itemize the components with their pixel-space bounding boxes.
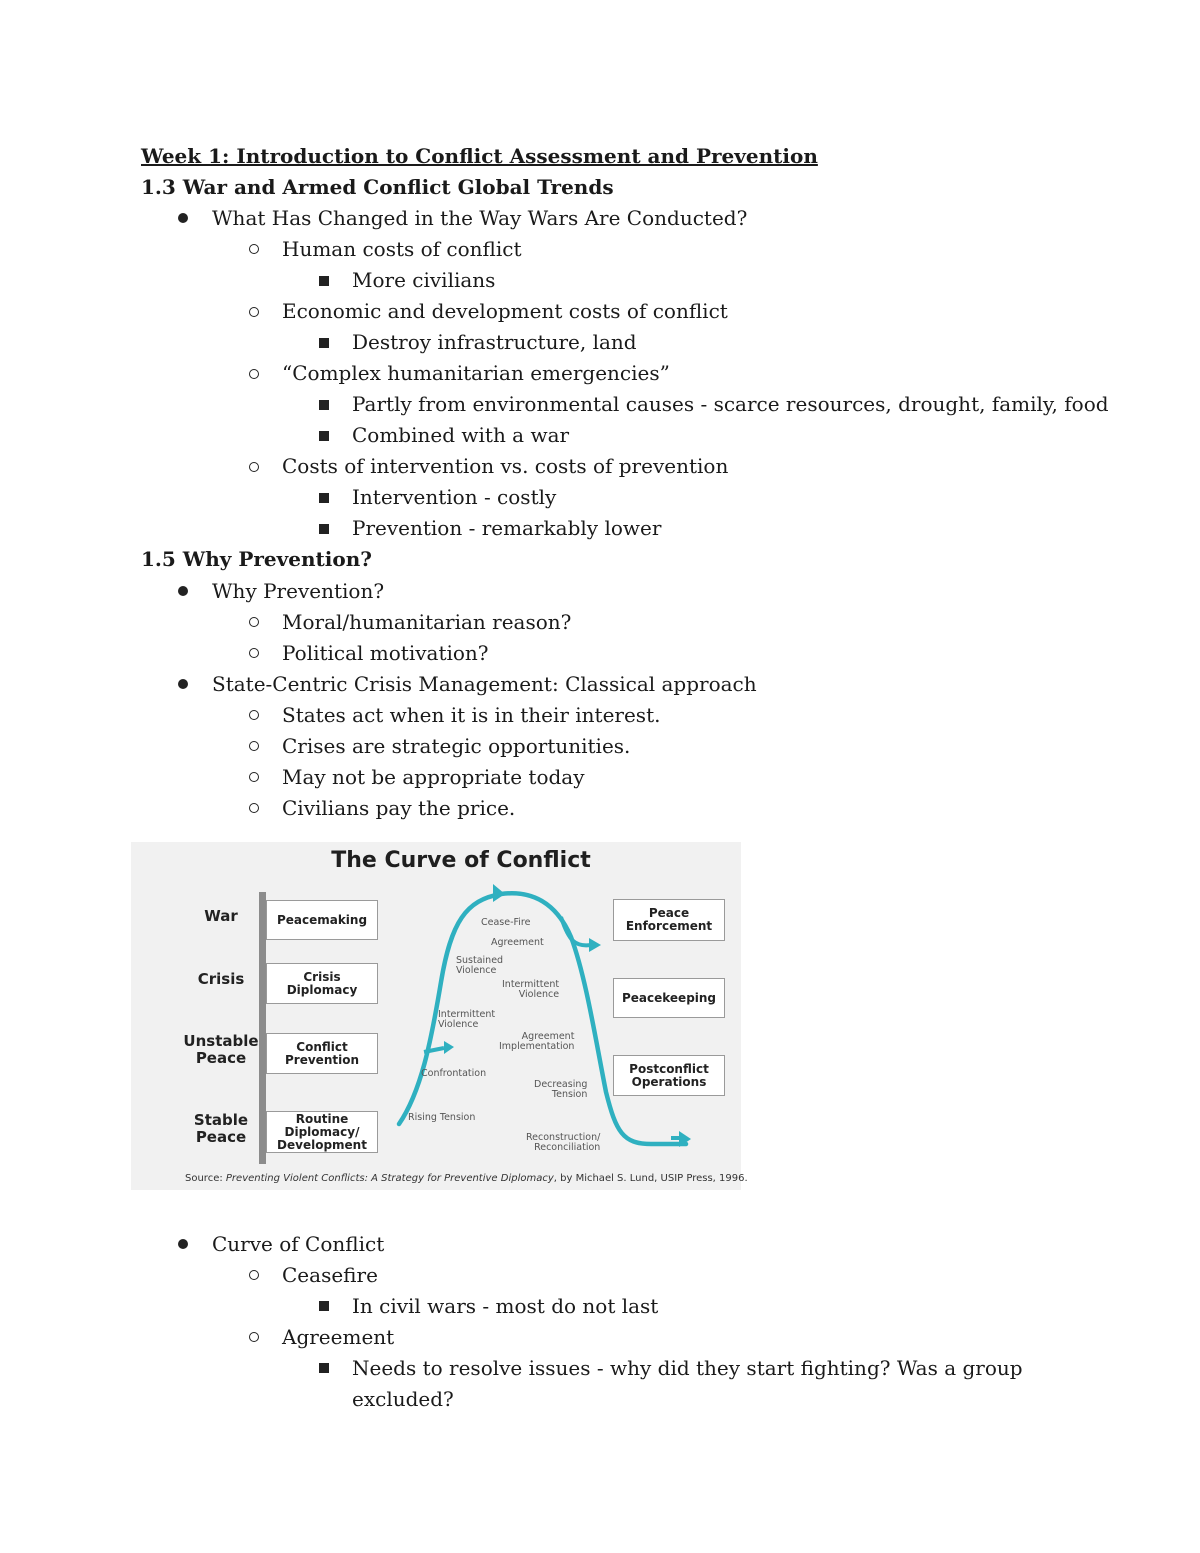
label-intermittent-violence-right: Intermittent Violence [502,979,560,1000]
agreement-branch [561,917,591,945]
figure-title: The Curve of Conflict [331,848,591,873]
apex-arrowhead [493,884,505,902]
stage-war: War [204,907,238,925]
circle-bullet-icon [249,648,259,658]
circle-bullet-icon [249,244,259,254]
page-title: Week 1: Introduction to Conflict Assessment and Prevention [141,144,818,168]
list-item: Destroy infrastructure, land [352,330,637,354]
box-peacekeeping: Peacekeeping [613,978,725,1018]
label-agreement: Agreement [491,937,544,948]
list-item: May not be appropriate today [282,765,585,789]
label-agreement-implementation: Agreement Implementation [499,1031,575,1052]
disc-bullet-icon [178,213,188,223]
circle-bullet-icon [249,803,259,813]
square-bullet-icon [319,1363,329,1373]
source-suffix: , by Michael S. Lund, USIP Press, 1996. [553,1173,748,1184]
list-item-continuation: excluded? [352,1387,454,1411]
list-item: Combined with a war [352,423,570,447]
label-sustained-violence: Sustained Violence [456,955,504,976]
circle-bullet-icon [249,617,259,627]
list-item: Intervention - costly [352,485,557,509]
square-bullet-icon [319,276,329,286]
square-bullet-icon [319,400,329,410]
box-crisis-diplomacy: Crisis Diplomacy [266,963,378,1004]
label-reconstruction: Reconstruction/ Reconciliation [526,1132,601,1153]
box-postconflict-operations: Postconflict Operations [613,1055,725,1096]
list-item: Prevention - remarkably lower [352,516,662,540]
label-cease-fire: Cease-Fire [481,917,531,928]
circle-bullet-icon [249,710,259,720]
curve-of-conflict-figure [131,842,748,1190]
circle-bullet-icon [249,369,259,379]
list-item: Curve of Conflict [212,1232,385,1256]
circle-bullet-icon [249,1270,259,1280]
list-item: Costs of intervention vs. costs of prevention [282,454,729,478]
box-peace-enforcement: Peace Enforcement [613,899,725,941]
square-bullet-icon [319,524,329,534]
circle-bullet-icon [249,1332,259,1342]
circle-bullet-icon [249,741,259,751]
source-title: Preventing Violent Conflicts: A Strategy for Preventive Diplomacy [225,1173,554,1184]
list-item: More civilians [352,268,496,292]
agreement-arrowhead [589,938,601,952]
stage-stable-peace: Stable Peace [193,1111,249,1146]
list-item: “Complex humanitarian emergencies” [282,361,670,385]
list-item: Civilians pay the price. [282,796,516,820]
disc-bullet-icon [178,679,188,689]
list-item: Agreement [282,1325,395,1349]
box-routine-diplomacy: Routine Diplomacy/ Development [266,1111,378,1153]
square-bullet-icon [319,493,329,503]
stage-unstable-peace: Unstable Peace [183,1032,259,1067]
stage-crisis: Crisis [197,970,245,988]
square-bullet-icon [319,338,329,348]
list-item: Needs to resolve issues - why did they start fighting? Was a group [352,1356,1023,1380]
disc-bullet-icon [178,586,188,596]
section-heading-1-5: 1.5 Why Prevention? [141,547,372,571]
list-item: States act when it is in their interest. [282,703,661,727]
list-item: Human costs of conflict [282,237,522,261]
circle-bullet-icon [249,772,259,782]
list-item: Why Prevention? [212,579,385,603]
list-item: Crises are strategic opportunities. [282,734,631,758]
circle-bullet-icon [249,462,259,472]
list-item: Economic and development costs of conflict [282,299,728,323]
box-peacemaking: Peacemaking [266,900,378,940]
list-item: Political motivation? [282,641,489,665]
list-item: In civil wars - most do not last [352,1294,659,1318]
list-item: What Has Changed in the Way Wars Are Conducted? [212,206,748,230]
figure-source [185,1173,748,1184]
rising-arrowhead [444,1041,454,1054]
list-item: Moral/humanitarian reason? [282,610,572,634]
source-prefix: Source: [185,1173,226,1184]
list-item: State-Centric Crisis Management: Classical approach [212,672,757,696]
square-bullet-icon [319,1301,329,1311]
label-intermittent-violence-left: Intermittent Violence [438,1009,496,1030]
square-bullet-icon [319,431,329,441]
label-decreasing-tension: Decreasing Tension [534,1079,588,1100]
label-confrontation: Confrontation [421,1068,487,1079]
box-conflict-prevention: Conflict Prevention [266,1033,378,1074]
disc-bullet-icon [178,1239,188,1249]
section-heading-1-3: 1.3 War and Armed Conflict Global Trends [141,175,614,199]
list-item: Ceasefire [282,1263,378,1287]
list-item: Partly from environmental causes - scarce resources, drought, family, food [352,392,1109,416]
label-rising-tension: Rising Tension [408,1112,476,1123]
circle-bullet-icon [249,307,259,317]
